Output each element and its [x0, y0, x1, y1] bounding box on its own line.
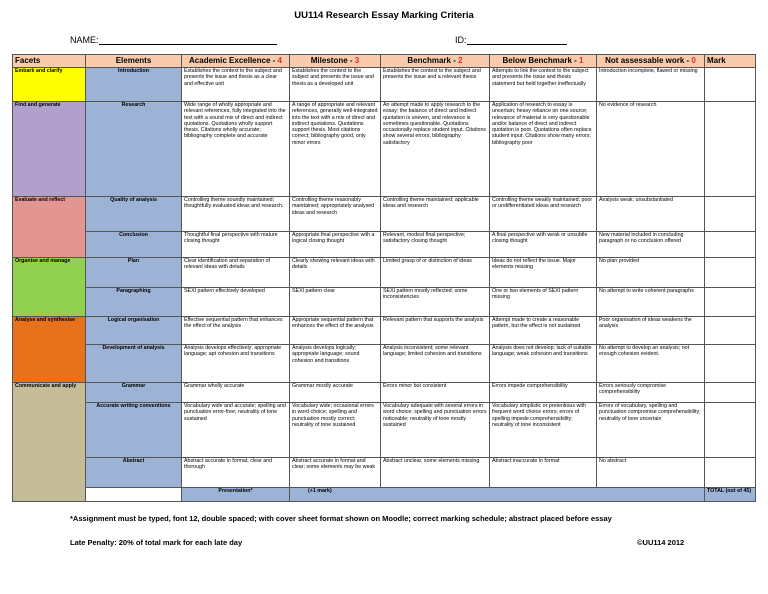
- criteria-milestone: Controlling theme reasonably maintained; appropriately analysed ideas and research: [290, 197, 381, 232]
- assignment-footnote: *Assignment must be typed, font 12, double spaced; with cover sheet format shown on Moodle; correct marking schedule; abstract placed before essay: [70, 514, 612, 523]
- criteria-benchmark: Limited grasp of or distinction of ideas: [381, 258, 490, 288]
- rubric-row: [13, 232, 756, 258]
- header-milestone: [290, 55, 381, 68]
- criteria-not-assessable: Poor organisation of ideas weakens the analysis: [597, 317, 705, 345]
- criteria-academic-excellence: Vocabulary wide and accurate; spelling and punctuation error-free; neutrality of tone sustained: [182, 403, 290, 458]
- criteria-benchmark: Establishes the context to the subject and presents the issue and a relevant thesis: [381, 68, 490, 102]
- criteria-milestone: Analysis develops logically; appropriate language; sound cohesion and transitions: [290, 345, 381, 383]
- rubric-row: [13, 458, 756, 488]
- element-label: Logical organisation: [86, 317, 182, 345]
- criteria-not-assessable: No evidence of research: [597, 102, 705, 197]
- criteria-milestone: Appropriate final perspective with a logical closing thought: [290, 232, 381, 258]
- criteria-benchmark: Vocabulary adequate with several errors in word choice; spelling and punctuation errors noticeable; neutrality of tone mostly sustained: [381, 403, 490, 458]
- header-elements: Elements: [86, 55, 182, 68]
- criteria-academic-excellence: Establishes the context to the subject and presents the issue and thesis as a clear and effective unit: [182, 68, 290, 102]
- criteria-benchmark: SEXI pattern mostly reflected; some inconsistencies: [381, 288, 490, 317]
- criteria-academic-excellence: Clear identification and separation of relevant ideas with details: [182, 258, 290, 288]
- rubric-row: [13, 258, 756, 288]
- element-label: Abstract: [86, 458, 182, 488]
- criteria-milestone: A range of appropriate and relevant references, generally well-integrated into the text with a mix of direct and indirect quotations. Quotations support thesis. Most citations correct; bibliography good, only minor errors: [290, 102, 381, 197]
- facet-label: Analyse and synthesise: [13, 317, 86, 383]
- criteria-milestone: Abstract accurate in format and clear; some elements may be weak: [290, 458, 381, 488]
- mark-cell[interactable]: [705, 232, 756, 258]
- header-milestone-label: Milestone -: [310, 56, 355, 65]
- facet-label: Communicate and apply: [13, 383, 86, 502]
- rubric-row: [13, 68, 756, 102]
- header-benchmark-label: Benchmark -: [407, 56, 459, 65]
- header-benchmark: [381, 55, 490, 68]
- criteria-academic-excellence: Controlling theme soundly maintained; thoughtfully evaluated ideas and research.: [182, 197, 290, 232]
- total-label: TOTAL (out of 45): [705, 488, 756, 502]
- name-label: NAME:: [70, 35, 99, 45]
- mark-cell[interactable]: [705, 68, 756, 102]
- header-below-points: 1: [579, 56, 584, 65]
- presentation-row: [13, 488, 756, 502]
- header-not-assessable: [597, 55, 705, 68]
- criteria-below-benchmark: Attempts to link the context to the subject and presents the issue and thesis statement but held together ineffectually: [490, 68, 597, 102]
- criteria-below-benchmark: Attempt made to create a reasonable pattern, but the effect is not sustained: [490, 317, 597, 345]
- header-not-assessable-points: 0: [691, 56, 696, 65]
- element-label: Research: [86, 102, 182, 197]
- header-milestone-points: 3: [354, 56, 360, 65]
- header-below-label: Below Benchmark -: [502, 56, 579, 65]
- mark-cell[interactable]: [705, 458, 756, 488]
- mark-cell[interactable]: [705, 102, 756, 197]
- rubric-row: [13, 317, 756, 345]
- rubric-row: [13, 197, 756, 232]
- criteria-not-assessable: No attempt to write coherent paragraphs: [597, 288, 705, 317]
- rubric-table: [12, 54, 756, 502]
- presentation-label: Presentation*: [182, 488, 290, 502]
- facet-label: Embark and clarify: [13, 68, 86, 102]
- element-label: Conclusion: [86, 232, 182, 258]
- element-label: Introduction: [86, 68, 182, 102]
- criteria-academic-excellence: Abstract accurate in format, clear and thorough: [182, 458, 290, 488]
- criteria-not-assessable: Errors seriously compromise comprehensibility: [597, 383, 705, 403]
- mark-cell[interactable]: [705, 345, 756, 383]
- name-blank[interactable]: [99, 35, 277, 45]
- facet-label: Evaluate and reflect: [13, 197, 86, 258]
- mark-cell[interactable]: [705, 403, 756, 458]
- element-label: Quality of analysis: [86, 197, 182, 232]
- rubric-body: [13, 68, 756, 502]
- rubric-row: [13, 403, 756, 458]
- criteria-benchmark: Relevant pattern that supports the analysis: [381, 317, 490, 345]
- criteria-not-assessable: Introduction incomplete, flawed or missing: [597, 68, 705, 102]
- presentation-value: (+1 mark): [290, 488, 705, 502]
- criteria-milestone: SEXI pattern clear: [290, 288, 381, 317]
- id-label: ID:: [455, 35, 467, 45]
- mark-cell[interactable]: [705, 383, 756, 403]
- criteria-not-assessable: Analysis weak; unsubstantiated: [597, 197, 705, 232]
- criteria-below-benchmark: Errors impede comprehensibility: [490, 383, 597, 403]
- header-mark: Mark: [705, 55, 756, 68]
- criteria-not-assessable: No attempt to develop an analysis; not enough cohesion evident.: [597, 345, 705, 383]
- name-field[interactable]: [70, 35, 277, 45]
- criteria-benchmark: An attempt made to apply research to the essay; the balance of direct and indirect quotation is uneven, and relevance is sometimes questionable. Quotations occasionally replace student input. Citations show several errors; bibliography satisfactory: [381, 102, 490, 197]
- element-label: Paragraphing: [86, 288, 182, 317]
- header-facets: Facets: [13, 55, 86, 68]
- criteria-below-benchmark: Controlling theme weakly maintained; poor or undifferentiated ideas and research: [490, 197, 597, 232]
- criteria-below-benchmark: Vocabulary simplistic or pretentious with frequent word choice errors; errors of spelling impede comprehensibility; neutrality of tone inconsistent: [490, 403, 597, 458]
- criteria-below-benchmark: One or two elements of SEXI pattern missing: [490, 288, 597, 317]
- criteria-milestone: Clearly showing relevant ideas with details: [290, 258, 381, 288]
- criteria-benchmark: Relevant, modest final perspective; satisfactory closing thought: [381, 232, 490, 258]
- criteria-academic-excellence: Grammar wholly accurate: [182, 383, 290, 403]
- rubric-row: [13, 288, 756, 317]
- header-below-benchmark: [490, 55, 597, 68]
- element-label: Development of analysis: [86, 345, 182, 383]
- id-field[interactable]: [455, 35, 567, 45]
- criteria-academic-excellence: Effective sequential pattern that enhances the effect of the analysis: [182, 317, 290, 345]
- header-benchmark-points: 2: [458, 56, 463, 65]
- criteria-not-assessable: No abstract: [597, 458, 705, 488]
- late-penalty: Late Penalty: 20% of total mark for each late day: [70, 538, 243, 547]
- criteria-benchmark: Analysis inconsistent; some relevant language; limited cohesion and transitions: [381, 345, 490, 383]
- header-not-assessable-label: Not assessable work -: [605, 56, 692, 65]
- rubric-row: [13, 345, 756, 383]
- mark-cell[interactable]: [705, 288, 756, 317]
- header-row: [13, 55, 756, 68]
- criteria-benchmark: Controlling theme maintained; applicable ideas and research: [381, 197, 490, 232]
- criteria-not-assessable: Errors of vocabulary, spelling and punctuation compromise comprehensibility; neutrality of tone uncertain: [597, 403, 705, 458]
- criteria-not-assessable: No plan provided: [597, 258, 705, 288]
- criteria-benchmark: Abstract unclear, some elements missing: [381, 458, 490, 488]
- criteria-academic-excellence: Thoughtful final perspective with mature closing thought: [182, 232, 290, 258]
- criteria-milestone: Vocabulary wide; occasional errors in word choice; spelling and punctuation mostly correct; neutrality of tone sustained: [290, 403, 381, 458]
- criteria-below-benchmark: Abstract inaccurate in format: [490, 458, 597, 488]
- mark-cell[interactable]: [705, 317, 756, 345]
- facet-label: Organise and manage: [13, 258, 86, 317]
- facet-label: Find and generate: [13, 102, 86, 197]
- mark-cell[interactable]: [705, 197, 756, 232]
- mark-cell[interactable]: [705, 258, 756, 288]
- rubric-row: [13, 383, 756, 403]
- copyright: ©UU114 2012: [637, 538, 685, 547]
- element-label: Grammar: [86, 383, 182, 403]
- criteria-academic-excellence: Analysis develops effectively; appropriate language; apt cohesion and transitions: [182, 345, 290, 383]
- header-academic-points: 4: [277, 56, 282, 65]
- criteria-milestone: Grammar mostly accurate: [290, 383, 381, 403]
- id-blank[interactable]: [467, 35, 567, 45]
- criteria-below-benchmark: Application of research to essay is uncertain; heavy reliance on one source; relevance of material is very questionable and/or balance of direct and indirect quotation is poor. Quotations often replace student input. Citations show many errors; bibliography poor: [490, 102, 597, 197]
- criteria-below-benchmark: Analysis does not develop; lack of suitable language; weak cohesion and transitions: [490, 345, 597, 383]
- criteria-milestone: Establishes the context to the subject and presents the issue and thesis as a developed unit: [290, 68, 381, 102]
- criteria-not-assessable: New material included in concluding paragraph or no conclusion offered: [597, 232, 705, 258]
- page-title: UU114 Research Essay Marking Criteria: [294, 10, 474, 21]
- criteria-below-benchmark: A final perspective with weak or unsubtle closing thought: [490, 232, 597, 258]
- element-label: Plan: [86, 258, 182, 288]
- header-academic-excellence: [182, 55, 290, 68]
- presentation-facet-blank: [86, 488, 182, 502]
- criteria-academic-excellence: Wide range of wholly appropriate and relevant references, fully integrated into the text with a sound mix of direct and indirect quotations. Quotations wholly support thesis. Citations wholly accurate; bibliography complete and accurate: [182, 102, 290, 197]
- criteria-milestone: Appropriate sequential pattern that enhances the effect of the analysis: [290, 317, 381, 345]
- header-academic-label: Academic Excellence -: [189, 56, 278, 65]
- criteria-academic-excellence: SEXI pattern effectively developed: [182, 288, 290, 317]
- criteria-below-benchmark: Ideas do not reflect the issue. Major elements missing: [490, 258, 597, 288]
- element-label: Accurate writing conventions: [86, 403, 182, 458]
- rubric-row: [13, 102, 756, 197]
- criteria-benchmark: Errors minor but consistent: [381, 383, 490, 403]
